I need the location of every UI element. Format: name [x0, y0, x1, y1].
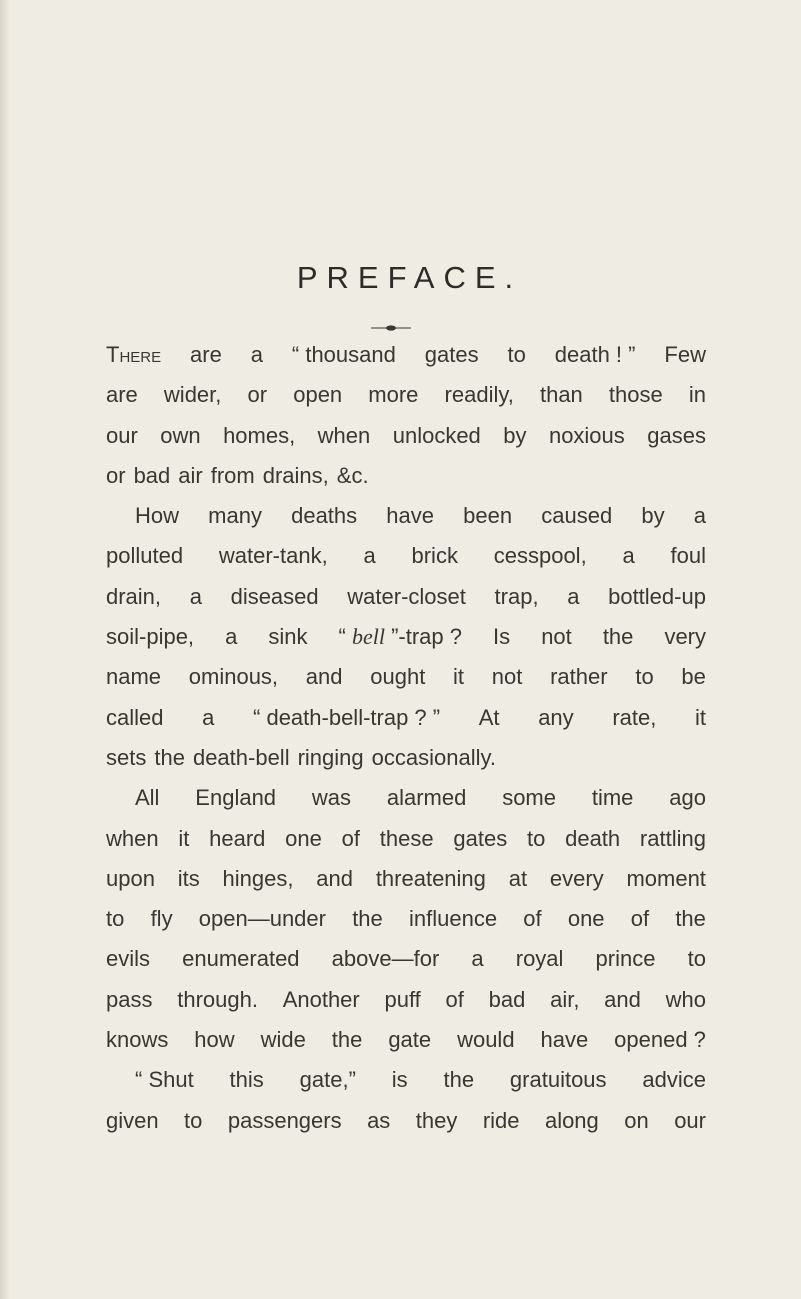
word: to [507, 342, 526, 367]
word: along [544, 1107, 599, 1133]
word: a [567, 583, 580, 609]
word: England [195, 785, 277, 811]
word: a [189, 583, 202, 609]
text-line [106, 617, 706, 657]
word: wider, [163, 382, 222, 408]
word: ought [370, 664, 426, 690]
word: wide [260, 1027, 306, 1053]
word: as [367, 1107, 391, 1133]
word: more [368, 382, 419, 408]
word: air, [550, 986, 580, 1012]
word: bad [488, 986, 526, 1012]
word: water-tank, [218, 543, 328, 569]
word: above—for [331, 946, 440, 972]
word: noxious [548, 422, 625, 448]
text-line [106, 980, 706, 1020]
word: air [178, 462, 203, 488]
word: polluted [106, 543, 184, 569]
text-line [106, 416, 706, 456]
word: royal [515, 946, 564, 972]
word: heard [209, 825, 266, 851]
word: or [106, 462, 126, 488]
word: been [463, 503, 513, 529]
word: death ! ” [554, 342, 636, 367]
word: when [106, 825, 159, 851]
word: to [184, 1107, 203, 1133]
word: called [106, 704, 164, 730]
word: a [202, 704, 215, 730]
word: “ thousand [291, 342, 396, 367]
word: own [160, 422, 201, 448]
ornament-divider-icon [371, 324, 411, 332]
word: alarmed [386, 785, 467, 811]
word: threatening [375, 865, 486, 891]
word: time [591, 785, 634, 811]
word: was [311, 785, 352, 811]
word: those [608, 382, 663, 408]
word: very [664, 624, 706, 650]
word: brick [411, 543, 458, 569]
word: “ bell ”-trap ? [338, 624, 462, 650]
word: on [624, 1107, 649, 1133]
word: it [453, 664, 465, 690]
word: “ death-bell-trap ? ” [253, 704, 441, 730]
text-line [106, 899, 706, 939]
word: death [565, 825, 621, 851]
word: to [687, 946, 706, 972]
word: in [688, 382, 706, 408]
word: it [178, 825, 190, 851]
word: caused [541, 503, 613, 529]
word: to [106, 906, 125, 932]
word: to [635, 664, 654, 690]
word: or [247, 382, 268, 408]
word: At [478, 704, 500, 730]
word: given [106, 1107, 159, 1133]
word: of [523, 906, 542, 932]
text-line [106, 657, 706, 697]
word: at [508, 865, 528, 891]
text-line [106, 577, 706, 617]
word: enumerated [182, 946, 300, 972]
word: gate,” [299, 1067, 356, 1093]
preface-body [106, 335, 706, 1141]
word: every [549, 865, 604, 891]
word: moment [626, 865, 706, 891]
word: passengers [227, 1107, 342, 1133]
word: the [443, 1067, 475, 1093]
word: death-bell [192, 744, 290, 770]
word: the [602, 624, 634, 650]
word: would [457, 1027, 515, 1053]
text-line [106, 1101, 706, 1141]
word: “ Shut [135, 1067, 194, 1093]
word: soil-pipe, [106, 624, 195, 650]
word: hinges, [222, 865, 294, 891]
word: the [331, 1027, 363, 1053]
word: pass [106, 986, 153, 1012]
text-line [106, 375, 706, 415]
word: unlocked [392, 422, 481, 448]
text-line [106, 738, 706, 778]
word: have [540, 1027, 589, 1053]
word: and [316, 865, 354, 891]
word: than [539, 382, 583, 408]
text-line [106, 698, 706, 738]
word: they [415, 1107, 458, 1133]
page-title: PREFACE. [296, 260, 523, 295]
word: by [641, 503, 665, 529]
word: knows [106, 1027, 169, 1053]
word: advice [642, 1067, 706, 1093]
word: a [250, 342, 263, 367]
word: a [622, 543, 635, 569]
text-line [106, 1060, 706, 1100]
text-line [106, 939, 706, 979]
word: gases [647, 422, 706, 448]
word: sink [268, 624, 308, 650]
word: occasionally. [371, 744, 496, 770]
word: How [135, 503, 180, 529]
word: of [445, 986, 464, 1012]
word: ago [669, 785, 706, 811]
word: opened ? [614, 1027, 706, 1053]
word: be [681, 664, 706, 690]
word: when [317, 422, 371, 448]
word: Is [493, 624, 511, 650]
word: There [106, 342, 162, 367]
word: a [471, 946, 484, 972]
word: many [208, 503, 262, 529]
word: cesspool, [493, 543, 587, 569]
text-line [106, 1020, 706, 1060]
word: deaths [291, 503, 358, 529]
word: of [630, 906, 650, 932]
word: gates [453, 825, 508, 851]
word: not [541, 624, 572, 650]
text-line [106, 778, 706, 818]
word: influence [408, 906, 498, 932]
word: open—under [198, 906, 326, 932]
word: are [190, 342, 222, 367]
word: diseased [230, 583, 319, 609]
text-line [106, 335, 706, 375]
word: trap, [494, 583, 539, 609]
word: a [225, 624, 238, 650]
word: the [154, 744, 185, 770]
word: not [491, 664, 523, 690]
word: through. [177, 986, 258, 1012]
text-line [106, 496, 706, 536]
word: are [106, 382, 138, 408]
word: it [694, 704, 706, 730]
text-line [106, 456, 706, 496]
word: these [379, 825, 434, 851]
word: and [305, 664, 343, 690]
word: a [363, 543, 376, 569]
word: &c. [336, 462, 369, 488]
word: this [229, 1067, 264, 1093]
word: to [526, 825, 546, 851]
word: the [352, 906, 383, 932]
word: bad [133, 462, 171, 488]
word: gratuitous [509, 1067, 607, 1093]
word: rate, [612, 704, 657, 730]
word: drain, [106, 583, 162, 609]
word: water-closet [347, 583, 466, 609]
word: of [341, 825, 361, 851]
word: how [194, 1027, 235, 1053]
word: ominous, [188, 664, 279, 690]
word: any [538, 704, 574, 730]
word: is [391, 1067, 408, 1093]
word: the [675, 906, 706, 932]
word: ringing [297, 744, 364, 770]
word: homes, [223, 422, 296, 448]
word: from [210, 462, 255, 488]
word: who [665, 986, 706, 1012]
word: gates [424, 342, 479, 367]
text-line [106, 536, 706, 576]
word: and [604, 986, 641, 1012]
word: rather [550, 664, 608, 690]
word: foul [670, 543, 706, 569]
text-line [106, 819, 706, 859]
word: gate [388, 1027, 432, 1053]
word: Few [664, 342, 706, 367]
word: by [503, 422, 527, 448]
word: prince [595, 946, 656, 972]
word: rattling [639, 825, 706, 851]
word: our [674, 1107, 706, 1133]
word: name [106, 664, 162, 690]
word: its [177, 865, 200, 891]
word: Another [282, 986, 360, 1012]
word: ride [482, 1107, 520, 1133]
word: puff [384, 986, 421, 1012]
word: one [285, 825, 322, 851]
word: sets [106, 744, 147, 770]
word: open [293, 382, 343, 408]
word: drains, [262, 462, 329, 488]
word: one [567, 906, 605, 932]
word: evils [106, 946, 151, 972]
page-edge-shadow [0, 0, 10, 1299]
text-line [106, 859, 706, 899]
word: upon [106, 865, 155, 891]
word: fly [150, 906, 173, 932]
word: All [135, 785, 160, 811]
word: readily, [444, 382, 514, 408]
word: bottled-up [608, 583, 706, 609]
word: some [502, 785, 556, 811]
word: have [386, 503, 435, 529]
word: a [693, 503, 706, 529]
word: our [106, 422, 138, 448]
